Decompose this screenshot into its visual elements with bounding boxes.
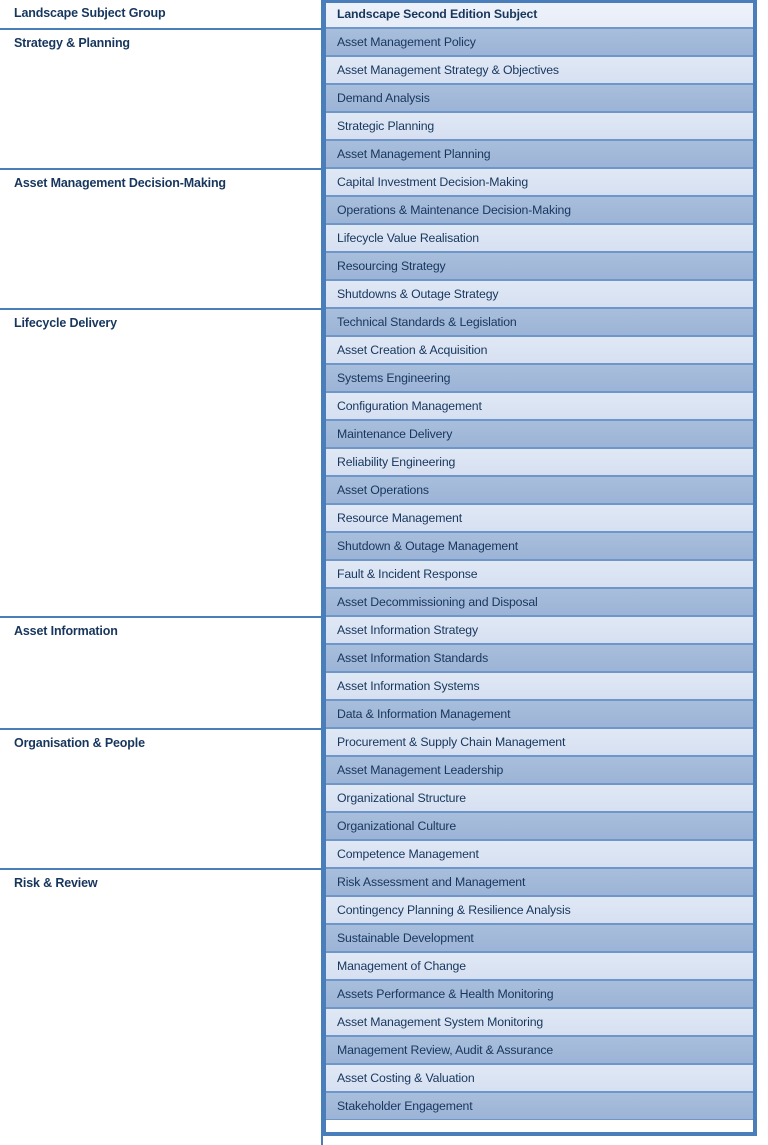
subject-column-bottom-border — [323, 1132, 757, 1136]
subject-row — [323, 336, 757, 364]
group-block — [0, 868, 323, 1120]
subject-row — [323, 308, 757, 336]
subject-label: Maintenance Delivery — [337, 426, 453, 441]
subject-row — [323, 868, 757, 896]
group-block — [0, 616, 323, 728]
subject-row — [323, 1064, 757, 1092]
subject-column-header — [323, 0, 757, 28]
subject-row — [323, 896, 757, 924]
subject-row — [323, 28, 757, 56]
subject-label: Strategic Planning — [337, 118, 435, 133]
subject-row — [323, 756, 757, 784]
group-block — [0, 308, 323, 616]
subject-label: Resourcing Strategy — [337, 258, 446, 273]
group-label: Strategy & Planning — [14, 36, 130, 50]
subject-row — [323, 196, 757, 224]
subject-label: Management of Change — [337, 958, 466, 973]
subject-row — [323, 224, 757, 252]
group-label: Asset Information — [14, 624, 118, 638]
subject-row — [323, 1092, 757, 1120]
subject-row — [323, 112, 757, 140]
group-column-header — [0, 0, 323, 28]
subject-label: Resource Management — [337, 510, 462, 525]
subject-label: Asset Information Standards — [337, 650, 489, 665]
group-label: Lifecycle Delivery — [14, 316, 117, 330]
subject-row — [323, 504, 757, 532]
subject-row — [323, 280, 757, 308]
subject-label: Sustainable Development — [337, 930, 474, 945]
subject-row — [323, 420, 757, 448]
subject-label: Asset Information Strategy — [337, 622, 478, 637]
subject-label: Shutdown & Outage Management — [337, 538, 519, 553]
subject-label: Operations & Maintenance Decision-Making — [337, 202, 571, 217]
subject-column-left-border — [323, 0, 326, 1136]
group-column — [0, 0, 323, 1145]
subject-label: Management Review, Audit & Assurance — [337, 1042, 554, 1057]
group-label: Asset Management Decision-Making — [14, 176, 226, 190]
subject-label: Assets Performance & Health Monitoring — [337, 986, 554, 1001]
group-block — [0, 728, 323, 868]
subject-label: Asset Costing & Valuation — [337, 1070, 475, 1085]
subject-row — [323, 364, 757, 392]
subject-row — [323, 700, 757, 728]
subject-label: Organizational Structure — [337, 790, 466, 805]
subject-row — [323, 560, 757, 588]
subject-label: Asset Management Planning — [337, 146, 491, 161]
subject-row — [323, 784, 757, 812]
subject-row — [323, 84, 757, 112]
subject-label: Asset Creation & Acquisition — [337, 342, 488, 357]
subject-row — [323, 168, 757, 196]
subject-label: Asset Management Leadership — [337, 762, 504, 777]
subject-row — [323, 532, 757, 560]
subject-label: Fault & Incident Response — [337, 566, 478, 581]
subject-row — [323, 840, 757, 868]
subject-row — [323, 616, 757, 644]
subject-label: Capital Investment Decision-Making — [337, 174, 529, 189]
subject-row — [323, 644, 757, 672]
subject-label: Procurement & Supply Chain Management — [337, 734, 566, 749]
subject-label: Asset Information Systems — [337, 678, 480, 693]
subject-label: Configuration Management — [337, 398, 482, 413]
subject-label: Systems Engineering — [337, 370, 451, 385]
subject-label: Asset Management System Monitoring — [337, 1014, 544, 1029]
subject-row — [323, 728, 757, 756]
subject-row — [323, 56, 757, 84]
subject-row — [323, 924, 757, 952]
subject-label: Stakeholder Engagement — [337, 1098, 473, 1113]
subject-row — [323, 1008, 757, 1036]
subject-label: Data & Information Management — [337, 706, 511, 721]
subject-row — [323, 812, 757, 840]
subject-row — [323, 392, 757, 420]
group-column-header-label: Landscape Subject Group — [14, 6, 166, 20]
subject-row — [323, 252, 757, 280]
subject-label: Risk Assessment and Management — [337, 874, 526, 889]
subject-row — [323, 588, 757, 616]
subject-label: Asset Operations — [337, 482, 429, 497]
subject-row — [323, 672, 757, 700]
subject-label: Reliability Engineering — [337, 454, 456, 469]
subject-column — [323, 0, 757, 1120]
subject-row — [323, 980, 757, 1008]
subject-label: Contingency Planning & Resilience Analysis — [337, 902, 571, 917]
subject-label: Organizational Culture — [337, 818, 457, 833]
subject-label: Shutdowns & Outage Strategy — [337, 286, 499, 301]
subject-column-right-border — [753, 0, 757, 1136]
subject-row — [323, 476, 757, 504]
subject-label: Asset Management Policy — [337, 34, 476, 49]
subject-row — [323, 448, 757, 476]
subject-column-top-border — [323, 0, 757, 3]
group-block — [0, 28, 323, 168]
group-label: Organisation & People — [14, 736, 145, 750]
subject-row — [323, 952, 757, 980]
group-block — [0, 168, 323, 308]
subject-label: Demand Analysis — [337, 90, 430, 105]
subject-row — [323, 140, 757, 168]
subject-label: Competence Management — [337, 846, 479, 861]
subject-label: Technical Standards & Legislation — [337, 314, 517, 329]
subject-label: Lifecycle Value Realisation — [337, 230, 479, 245]
group-label: Risk & Review — [14, 876, 98, 890]
subject-column-header-label: Landscape Second Edition Subject — [337, 6, 538, 21]
subject-label: Asset Management Strategy & Objectives — [337, 62, 559, 77]
subject-row — [323, 1036, 757, 1064]
subject-label: Asset Decommissioning and Disposal — [337, 594, 538, 609]
